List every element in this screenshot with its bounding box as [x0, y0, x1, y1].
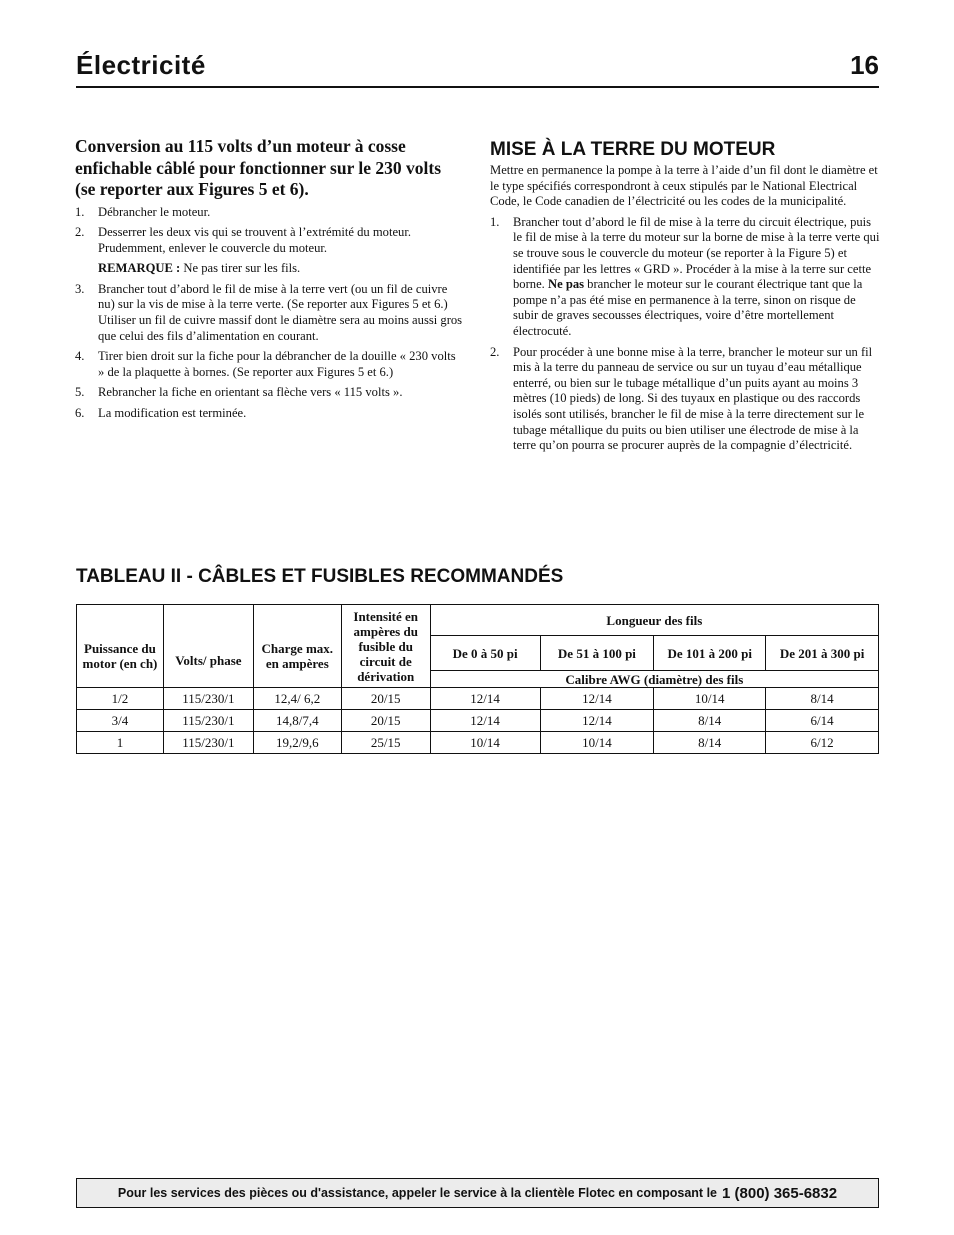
table-cell: 8/14: [766, 688, 879, 710]
table-cell: 14,8/7,4: [253, 710, 341, 732]
table-cell: 10/14: [430, 732, 540, 754]
list-item: 3. Brancher tout d’abord le fil de mise à la terre vert (ou un fil de cuivre nu) sur la vis de mise à la terre verte. (Se reporter aux Figures 5 et 6.) Utiliser un fil de cuivre massif dont le diamètre sera au moins aussi gros que celui des fils d’alimentation en courant.: [75, 281, 463, 343]
table-cell: 6/14: [766, 710, 879, 732]
col-header-power: Puissance du motor (en ch): [77, 605, 164, 688]
list-item: 2. Desserrer les deux vis qui se trouvent à l’extrémité du moteur. Prudemment, enlever le couvercle du moteur. REMARQUE : Ne pas tirer sur les fils.: [75, 225, 465, 277]
col-header-fuse: Intensité en ampères du fusible du circuit de dérivation: [341, 605, 430, 688]
conversion-section: [75, 136, 465, 427]
table-cell: 6/12: [766, 732, 879, 754]
col-header-range: De 0 à 50 pi: [430, 636, 540, 671]
col-header-load: Charge max. en ampères: [253, 605, 341, 688]
conversion-heading: Conversion au 115 volts d’un moteur à cosse enfichable câblé pour fonctionner sur le 230 volts (se reporter aux Figures 5 et 6).: [75, 136, 442, 199]
table-cell: 25/15: [341, 732, 430, 754]
table-row: [77, 710, 879, 732]
grounding-steps: [490, 215, 882, 454]
table-cell: 12/14: [540, 688, 654, 710]
table-cell: 12/14: [540, 710, 654, 732]
table-cell: 1/2: [77, 688, 164, 710]
page-number: 16: [850, 50, 879, 80]
table-cell: 1: [77, 732, 164, 754]
table-cell: 12/14: [430, 710, 540, 732]
table-cell: 115/230/1: [163, 710, 253, 732]
grounding-intro: Mettre en permanence la pompe à la terre à l’aide d’un fil dont le diamètre et le type spécifiés correspondront à ceux stipulés par le National Electrical Code, le Code canadien de l’électricité ou les codes de la municipalité.: [490, 163, 878, 209]
grounding-heading: MISE À LA TERRE DU MOTEUR: [490, 139, 776, 160]
list-item: 6. La modification est terminée.: [75, 406, 247, 421]
col-header-volts: Volts/ phase: [163, 605, 253, 688]
cable-fuse-table: [76, 604, 879, 754]
col-header-range: De 101 à 200 pi: [654, 636, 766, 671]
phone-number: 1 (800) 365-6832: [722, 1184, 838, 1202]
table-cell: 10/14: [540, 732, 654, 754]
list-item: 4. Tirer bien droit sur la fiche pour la débrancher de la douille « 230 volts » de la plaquette à bornes. (Se reporter aux Figures 5 et 6.): [75, 349, 456, 379]
list-item: 1. Débrancher le moteur.: [75, 204, 211, 219]
table-cell: 12/14: [430, 688, 540, 710]
list-item: 1. Brancher tout d’abord le fil de mise à la terre du circuit électrique, puis le fil de mise à la terre du moteur sur la borne de mise à la terre verte qui se trouve sous le couvercle du moteur (se reporter à la Figure 5) et identifiée par les lettres « GRD ». Procéder à la mise à la terre sur cette borne. Ne pas brancher le moteur sur le courant électrique tant que la pompe n’a pas été mise en permanence à la terre, sinon on risque de subir de graves secousses électriques, voire d’être mortellement électrocuté.: [490, 214, 880, 338]
table-cell: 19,2/9,6: [253, 732, 341, 754]
table-cell: 20/15: [341, 710, 430, 732]
table-cell: 20/15: [341, 688, 430, 710]
grounding-section: [490, 136, 882, 459]
service-footer: [76, 1178, 879, 1208]
page-header: [76, 50, 879, 88]
table-cell: 115/230/1: [163, 688, 253, 710]
table-cell: 115/230/1: [163, 732, 253, 754]
list-item: 5. Rebrancher la fiche en orientant sa flèche vers « 115 volts ».: [75, 385, 403, 400]
col-header-length: Longueur des fils: [430, 605, 878, 636]
table-row: [77, 732, 879, 754]
table-title: TABLEAU II - CÂBLES ET FUSIBLES RECOMMANDÉS: [76, 566, 564, 587]
table-cell: 8/14: [654, 732, 766, 754]
footer-text: Pour les services des pièces ou d'assistance, appeler le service à la clientèle Flotec en composant le: [117, 1186, 717, 1200]
conversion-steps: [75, 205, 465, 422]
table-cell: 8/14: [654, 710, 766, 732]
table-cell: 10/14: [654, 688, 766, 710]
table-cell: 12,4/ 6,2: [253, 688, 341, 710]
col-header-range: De 51 à 100 pi: [540, 636, 654, 671]
table-cell: 3/4: [77, 710, 164, 732]
page-title: Électricité: [76, 50, 206, 80]
list-item: 2. Pour procéder à une bonne mise à la terre, brancher le moteur sur un fil mis à la terre du panneau de service ou sur un tuyau d’eau métallique enterré, ou bien sur le tubage métallique d’un puits ayant au moins 3 mètres (10 pieds) de long. Si des tuyaux en plastique ou des raccords isolés sont utilisés, brancher le fil de mise à la terre directement sur le tubage métallique du puits ou bien utiliser une électrode de mise à la terre qu’on pourra se procurer auprès de la compagnie d’électricité.: [490, 344, 873, 453]
note: REMARQUE : Ne pas tirer sur les fils.: [98, 261, 301, 276]
col-header-range: De 201 à 300 pi: [766, 636, 879, 671]
col-header-awg: Calibre AWG (diamètre) des fils: [430, 671, 878, 688]
table-row: [77, 688, 879, 710]
